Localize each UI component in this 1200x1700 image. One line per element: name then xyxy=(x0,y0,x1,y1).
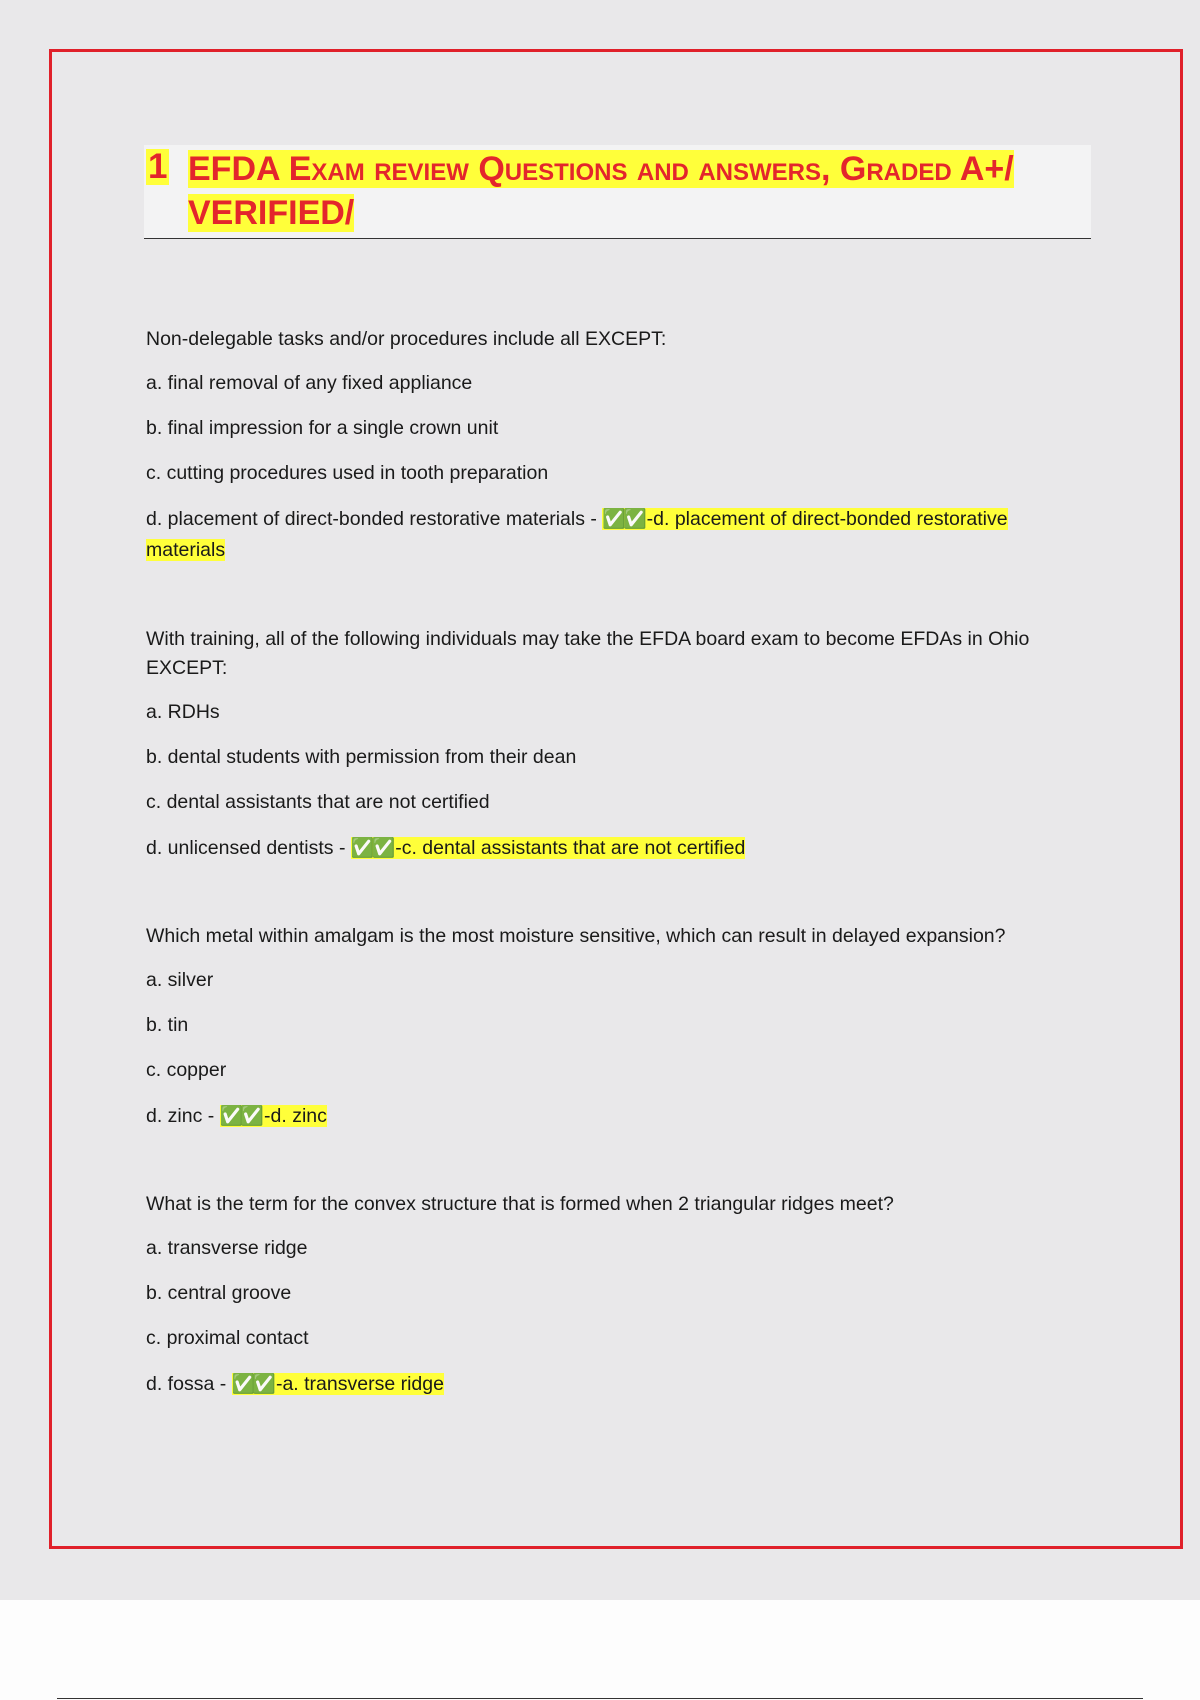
answer-text: -a. transverse ridge xyxy=(275,1373,444,1395)
option-d: d. zinc - xyxy=(146,1105,215,1127)
question-text: Non-delegable tasks and/or procedures include all EXCEPT: xyxy=(146,328,667,350)
question-text: What is the term for the convex structure that is formed when 2 triangular ridges meet? xyxy=(146,1193,894,1215)
question-block xyxy=(146,325,1086,565)
question-block xyxy=(146,1190,1086,1400)
option-c: c. cutting procedures used in tooth preparation xyxy=(146,462,549,484)
option-a: a. RDHs xyxy=(146,701,220,723)
option-a: a. silver xyxy=(146,969,214,991)
option-c: c. dental assistants that are not certified xyxy=(146,791,490,813)
option-d-with-answer xyxy=(146,1369,1086,1400)
option-b: b. central groove xyxy=(146,1282,292,1304)
option-d: d. placement of direct-bonded restorative materials - xyxy=(146,508,597,530)
answer-highlight xyxy=(232,1373,444,1395)
option-b: b. dental students with permission from their dean xyxy=(146,746,577,768)
option-c: c. proximal contact xyxy=(146,1327,309,1349)
question-list xyxy=(146,325,1086,1442)
answer-text: -c. dental assistants that are not certified xyxy=(395,837,746,859)
question-block xyxy=(146,922,1086,1132)
double-check-icon: ✅✅ xyxy=(350,838,393,859)
next-page-rule xyxy=(57,1698,1143,1699)
double-check-icon: ✅✅ xyxy=(219,1106,262,1127)
option-d-with-answer xyxy=(146,504,1086,565)
double-check-icon: ✅✅ xyxy=(231,1374,273,1395)
title-heading xyxy=(144,145,1091,239)
option-b: b. final impression for a single crown unit xyxy=(146,417,499,439)
answer-text: -d. zinc xyxy=(264,1105,327,1127)
next-page-area xyxy=(0,1600,1200,1700)
question-text: With training, all of the following individuals may take the EFDA board exam to become EFDAs in Ohio EXCEPT: xyxy=(146,628,1030,679)
option-d-with-answer xyxy=(146,1101,1086,1132)
answer-text: -d. placement of direct-bonded restorative materials xyxy=(146,508,1008,561)
answer-highlight xyxy=(351,837,745,859)
question-block xyxy=(146,625,1086,864)
document-title-text: EFDA Exam review Questions and answers, Graded A+/ VERIFIED/ xyxy=(188,150,1014,232)
title-number: 1 xyxy=(148,147,168,186)
option-a: a. final removal of any fixed appliance xyxy=(146,372,473,394)
document-title xyxy=(188,147,1088,235)
question-text: Which metal within amalgam is the most moisture sensitive, which can result in delayed expansion? xyxy=(146,925,1006,947)
option-d-with-answer xyxy=(146,833,1086,864)
option-b: b. tin xyxy=(146,1014,189,1036)
double-check-icon: ✅✅ xyxy=(602,509,644,530)
option-d: d. fossa - xyxy=(146,1373,227,1395)
option-c: c. copper xyxy=(146,1059,227,1081)
option-d: d. unlicensed dentists - xyxy=(146,837,346,859)
option-a: a. transverse ridge xyxy=(146,1237,308,1259)
answer-highlight xyxy=(220,1105,327,1127)
